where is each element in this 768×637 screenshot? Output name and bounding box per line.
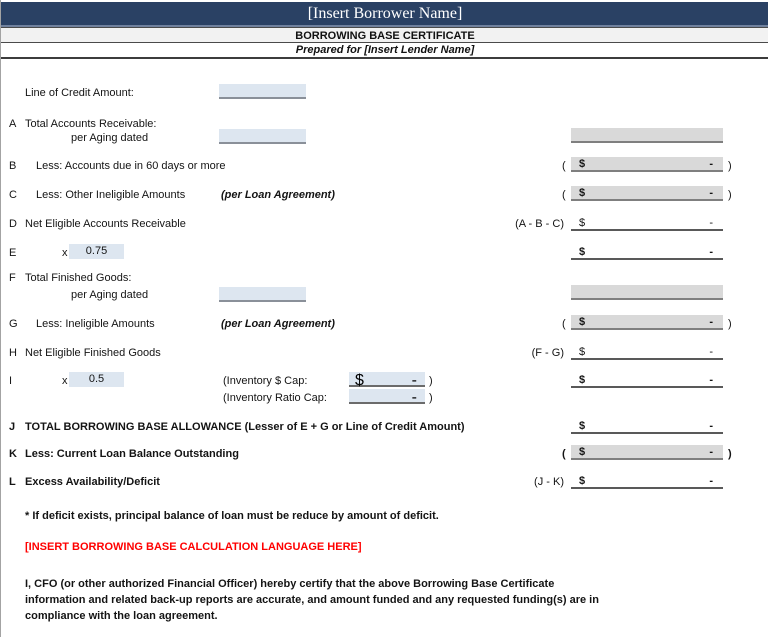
row-e-dollar-sign: $	[579, 246, 586, 258]
row-e-letter: E	[9, 247, 17, 259]
row-g-label: Less: Ineligible Amounts	[36, 318, 155, 330]
inventory-dollar-cap-input[interactable]	[349, 372, 425, 387]
row-b-paren-open: (	[562, 160, 566, 172]
row-k-amount-value: -	[709, 446, 713, 458]
prepared-for-line: Prepared for [Insert Lender Name]	[1, 43, 768, 59]
row-c-label: Less: Other Ineligible Amounts	[36, 189, 186, 201]
row-j-label: TOTAL BORROWING BASE ALLOWANCE (Lesser of E + G or Line of Credit Amount)	[25, 421, 465, 433]
inventory-cap-dollar-sign: $	[355, 372, 364, 389]
row-d-formula: (A - B - C)	[515, 218, 564, 230]
row-d-amount-value: -	[709, 217, 713, 229]
row-h-amount-cell	[571, 345, 723, 360]
row-b-paren-close: )	[728, 160, 732, 172]
row-a-aging-date-input[interactable]	[219, 129, 306, 144]
row-b-dollar-sign: $	[579, 158, 586, 170]
inventory-ratio-cap-paren-close: )	[429, 392, 433, 404]
row-g-dollar-sign: $	[579, 316, 586, 328]
row-g-paren-open: (	[562, 318, 566, 330]
row-c-letter: C	[9, 189, 17, 201]
row-e-advance-rate-input[interactable]: 0.75	[69, 244, 124, 259]
line-of-credit-label: Line of Credit Amount:	[25, 87, 134, 99]
row-l-amount-cell	[571, 474, 723, 489]
row-f-label: Total Finished Goods:	[25, 272, 132, 284]
row-k-amount-cell	[571, 445, 723, 460]
inventory-ratio-value: -	[411, 389, 417, 406]
row-k-paren-open: (	[562, 448, 566, 460]
row-e-multiply-sign: x	[62, 247, 68, 259]
row-g-letter: G	[9, 318, 18, 330]
row-b-amount-value: -	[709, 158, 713, 170]
row-b-label: Less: Accounts due in 60 days or more	[36, 160, 226, 172]
deficit-footnote: * If deficit exists, principal balance of loan must be reduce by amount of deficit.	[25, 510, 439, 522]
line-of-credit-input[interactable]	[219, 84, 306, 99]
row-h-amount-value: -	[709, 346, 713, 358]
row-a-label: Total Accounts Receivable:	[25, 118, 157, 130]
row-g-paren-close: )	[728, 318, 732, 330]
row-i-dollar-sign: $	[579, 374, 586, 386]
row-h-formula: (F - G)	[531, 347, 564, 359]
row-i-multiply-sign: x	[62, 375, 68, 387]
row-b-amount-cell	[571, 157, 723, 172]
row-h-label: Net Eligible Finished Goods	[25, 347, 161, 359]
row-a-letter: A	[9, 118, 17, 130]
row-e-amount-cell	[571, 245, 723, 260]
row-l-amount-value: -	[709, 475, 713, 487]
row-k-label: Less: Current Loan Balance Outstanding	[25, 448, 239, 460]
row-c-amount-value: -	[709, 187, 713, 199]
row-l-dollar-sign: $	[579, 475, 586, 487]
row-a-sublabel: per Aging dated	[71, 132, 149, 144]
row-c-amount-cell	[571, 186, 723, 201]
certification-statement: I, CFO (or other authorized Financial Officer) hereby certify that the above Borrowing Base Certificate information and related back-up reports are accurate, and amount funded and any requested funding(s) are in compliance with the loan agreement.	[25, 578, 599, 622]
row-g-amount-cell	[571, 315, 723, 330]
row-f-sublabel: per Aging dated	[71, 289, 149, 301]
calculation-language-placeholder: [INSERT BORROWING BASE CALCULATION LANGUAGE HERE]	[25, 541, 362, 553]
row-i-letter: I	[9, 375, 13, 387]
row-k-dollar-sign: $	[579, 446, 586, 458]
row-g-amount-value: -	[709, 316, 713, 328]
row-f-letter: F	[9, 272, 16, 284]
row-g-note: (per Loan Agreement)	[221, 318, 335, 330]
row-j-amount-value: -	[709, 420, 713, 432]
row-k-paren-close: )	[728, 448, 732, 460]
inventory-ratio-cap-label: (Inventory Ratio Cap:	[223, 392, 327, 404]
inventory-ratio-cap-input[interactable]	[349, 389, 425, 404]
row-c-paren-open: (	[562, 189, 566, 201]
row-i-advance-rate-input[interactable]: 0.5	[69, 372, 124, 387]
row-f-amount-cell	[571, 285, 723, 300]
row-j-letter: J	[9, 421, 16, 433]
inventory-dollar-cap-paren-close: )	[429, 375, 433, 387]
row-j-amount-cell	[571, 419, 723, 434]
row-k-letter: K	[9, 448, 17, 460]
row-i-amount-cell	[571, 373, 723, 388]
row-h-dollar-sign: $	[579, 346, 586, 358]
row-d-dollar-sign: $	[579, 217, 586, 229]
row-a-amount-cell	[571, 128, 723, 143]
row-l-formula: (J - K)	[534, 476, 564, 488]
row-d-label: Net Eligible Accounts Receivable	[25, 218, 186, 230]
inventory-cap-value: -	[411, 372, 417, 389]
row-e-amount-value: -	[709, 246, 713, 258]
row-b-letter: B	[9, 160, 17, 172]
inventory-dollar-cap-label: (Inventory $ Cap:	[223, 375, 308, 387]
row-c-paren-close: )	[728, 189, 732, 201]
row-f-aging-date-input[interactable]	[219, 287, 306, 302]
row-d-amount-cell	[571, 216, 723, 231]
row-l-letter: L	[9, 476, 16, 488]
row-i-amount-value: -	[709, 374, 713, 386]
row-c-note: (per Loan Agreement)	[221, 189, 335, 201]
row-d-letter: D	[9, 218, 17, 230]
row-h-letter: H	[9, 347, 17, 359]
certificate-title: BORROWING BASE CERTIFICATE	[1, 27, 768, 43]
borrower-name-header: [Insert Borrower Name]	[1, 2, 768, 27]
row-c-dollar-sign: $	[579, 187, 586, 199]
row-j-dollar-sign: $	[579, 420, 586, 432]
row-l-label: Excess Availability/Deficit	[25, 476, 160, 488]
